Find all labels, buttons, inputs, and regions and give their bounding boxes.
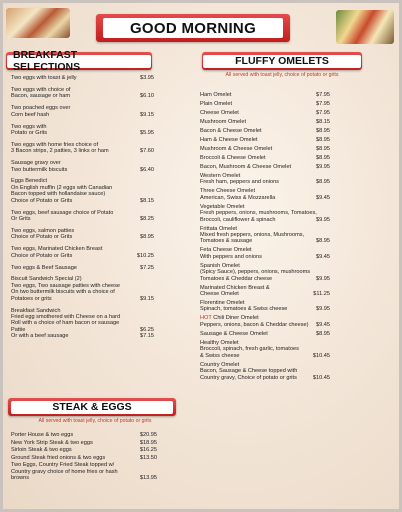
item-name: Feta Cheese Omelet (200, 247, 252, 254)
item-description: & Swiss cheese (200, 352, 240, 359)
menu-item (11, 124, 154, 137)
menu-item (11, 87, 154, 100)
menu-item (200, 110, 330, 116)
menu-item (200, 146, 330, 152)
item-name: Two eggs with (11, 123, 47, 130)
item-price: $8.95 (316, 238, 330, 245)
item-name: Two eggs, salmon patties (11, 227, 75, 234)
item-description: Potatoes or grits (11, 295, 52, 302)
item-price: $9.45 (316, 194, 330, 201)
item-name: Plain Omelet (200, 101, 233, 107)
omelets-heading: FLUFFY OMELETS (203, 55, 361, 68)
omelets-banner (202, 52, 362, 70)
item-price: $8.25 (140, 216, 154, 222)
item-price: $5.95 (140, 129, 154, 136)
item-description: Two eggs, Two sausage patties with cheese (11, 282, 121, 289)
menu-item (11, 462, 157, 481)
menu-item (11, 455, 157, 461)
menu-item (11, 246, 154, 259)
item-price: $11.25 (313, 291, 330, 298)
item-price: $9.95 (316, 306, 330, 313)
item-name: Spanish Omelet (200, 262, 240, 269)
item-name: Two eggs with toast & jelly (11, 75, 77, 81)
menu-item (11, 440, 157, 446)
item-name: Bacon & Cheese Omelet (200, 128, 262, 134)
item-description: Or with a beef sausage (11, 333, 69, 340)
menu-item (200, 331, 330, 337)
item-description: Mixed fresh peppers, onions, Mushrooms, (200, 232, 305, 239)
item-price: $8.95 (316, 179, 330, 186)
menu-item (200, 362, 330, 381)
item-description: 3 Bacon strips, 2 patties, 3 links or ham (11, 148, 109, 155)
item-description: Spinach, tomatoes & Swiss cheese (200, 306, 288, 313)
item-price: $10.25 (136, 252, 154, 259)
item-price: $8.95 (316, 137, 330, 143)
item-description: Fried egg smothered with Cheese on a hard (11, 313, 121, 320)
item-name: Broccoli & Cheese Omelet (200, 155, 266, 161)
menu-item (200, 226, 330, 245)
menu-item (11, 75, 154, 81)
item-description: browns (11, 475, 30, 482)
item-description: Tomatoes & Cheddar cheese (200, 275, 273, 282)
item-description: Choice of Potato or Grits (11, 252, 73, 259)
item-description: Bacon, sausage or ham (11, 93, 71, 100)
item-description: Country gravy choice of home fries or hash (11, 468, 118, 475)
item-price: $8.95 (316, 146, 330, 152)
item-name: Marinated Chicken Breast & (200, 284, 270, 291)
item-description: Bacon, Sausage & Cheese topped with (200, 368, 298, 375)
item-price: $10.45 (312, 374, 330, 381)
menu-item (200, 188, 330, 201)
steak-banner (8, 398, 176, 416)
item-name: Two eggs, beef sausage choice of Potato (11, 209, 114, 216)
menu-item (200, 164, 330, 170)
item-price: $13.50 (139, 454, 157, 461)
item-price: $6.25 (140, 326, 154, 333)
item-name: Vegetable Omelet (200, 203, 245, 210)
item-name: Ground Steak fried onions & two eggs (11, 454, 106, 461)
item-price: $6.10 (140, 93, 154, 100)
menu-item (11, 142, 154, 155)
item-price: $9.95 (316, 216, 330, 223)
menu-item (200, 300, 330, 313)
title-banner (96, 14, 290, 42)
item-price: $8.95 (316, 330, 330, 337)
item-description: Pattie (11, 326, 26, 333)
item-name: Ham & Cheese Omelet (200, 137, 258, 143)
menu-item (11, 447, 157, 453)
item-price: $8.95 (316, 128, 330, 134)
item-price: $3.95 (140, 75, 154, 81)
breakfast-list (11, 75, 154, 345)
menu-item (11, 265, 154, 271)
item-price: $8.95 (316, 155, 330, 161)
item-name: Healthy Omelet (200, 339, 239, 346)
menu-item (200, 92, 330, 98)
item-description: Corn beef hash (11, 111, 50, 118)
item-description: On English muffin (2 eggs with Canadian (11, 184, 113, 191)
breakfast-banner (6, 49, 152, 73)
item-name: Ham Omelet (200, 92, 232, 98)
omelets-note: All served with toast jelly, choice of potato or grits (225, 72, 339, 78)
menu-item (11, 276, 154, 302)
item-price: $8.95 (140, 234, 154, 241)
item-description: Country gravy, Choice of potato or grits (200, 374, 297, 381)
item-price: $7.95 (316, 92, 330, 98)
item-description: Or Grits (11, 216, 31, 222)
menu-item (200, 247, 330, 260)
item-price: $20.95 (139, 432, 157, 438)
menu-item (200, 173, 330, 186)
item-name: New York Strip Steak & two eggs (11, 439, 93, 446)
item-price: $9.45 (316, 253, 330, 260)
item-name: Sausage gravy over (11, 160, 61, 167)
menu-item (200, 128, 330, 134)
item-description: Peppers, onions, bacon & Cheddar cheese) (200, 321, 309, 328)
item-name: Two eggs with choice of (11, 86, 71, 93)
item-name: Country Omelet (200, 361, 240, 368)
menu-item (200, 340, 330, 359)
menu-item (200, 204, 330, 223)
item-name: Bacon, Mushroom & Cheese Omelet (200, 164, 292, 170)
item-description: Fresh ham, peppers and onions (200, 179, 279, 186)
steak-list (11, 432, 157, 483)
item-price: $9.15 (140, 111, 154, 118)
item-description: Potato or Grits (11, 129, 48, 136)
item-price: $7.95 (316, 101, 330, 107)
item-price: $7.60 (140, 148, 154, 155)
item-name: Two poached eggs over (11, 105, 71, 112)
item-name: Two eggs with home fries choice of (11, 141, 99, 148)
menu-item (200, 285, 330, 298)
item-price: $10.45 (312, 352, 330, 359)
item-price: $9.15 (140, 295, 154, 302)
item-price: $9.95 (316, 275, 330, 282)
item-name: Western Omelet (200, 173, 241, 179)
omelet-plate-photo (336, 10, 394, 44)
item-description: On two buttermilk biscuits with a choice of (11, 289, 115, 296)
item-price: $9.95 (316, 164, 330, 170)
menu-item (11, 178, 154, 204)
item-description: Choice of Potato or Grits (11, 197, 73, 204)
steak-note: All served with toast jelly, choice of potato or grits (38, 418, 152, 424)
item-description: With peppers and onions (200, 253, 262, 260)
menu-item (11, 308, 154, 340)
item-name: Cheese Omelet (200, 110, 239, 116)
menu-item (200, 263, 330, 282)
item-price: $8.15 (316, 119, 330, 125)
item-description: Two buttermilk biscuits (11, 166, 68, 173)
omelets-list (200, 92, 330, 384)
item-name: Two Eggs, Country Fried Steak topped w/ (11, 462, 115, 469)
item-name: Eggs Benedict (11, 178, 48, 185)
item-price: $7.25 (140, 264, 154, 271)
item-name: Two eggs, Marinated Chicken Breast (11, 246, 103, 253)
menu-item (11, 228, 154, 241)
item-name: Sirloin Steak & two eggs (11, 447, 72, 454)
item-price: $9.45 (316, 321, 330, 328)
item-price: $7.95 (316, 110, 330, 116)
item-price: $7.15 (140, 333, 154, 340)
item-price: $6.40 (140, 166, 154, 173)
item-name: Sausage & Cheese Omelet (200, 330, 268, 337)
item-price: $8.15 (140, 197, 154, 204)
menu-item (200, 315, 330, 328)
menu-item (11, 210, 154, 223)
item-name: Two eggs & Beef Sausage (11, 264, 77, 271)
item-description: Fresh peppers, onions, mushrooms, Tomatoes, (200, 210, 317, 217)
item-description: Bacon topped with hollandaise sauce) (11, 191, 106, 198)
item-name: Porter House & two eggs (11, 432, 74, 438)
menu-item (200, 101, 330, 107)
item-name: Biscuit Sandwich Special (2) (11, 276, 82, 283)
item-price: $18.95 (139, 439, 157, 446)
item-name: Frittata Omelet (200, 225, 237, 232)
item-description: Broccoli, cauliflower & spinach (200, 216, 276, 223)
item-name: HOT Chili Diner Omelet (200, 315, 259, 322)
item-description: Broccoli, spinach, fresh garlic, tomatoes (200, 346, 299, 353)
item-description: Cheese Omelet (200, 291, 239, 298)
item-description: Roll with a choice of ham bacon or sausage (11, 320, 120, 327)
item-name: Florentine Omelet (200, 300, 245, 307)
steak-heading: STEAK & EGGS (11, 401, 173, 414)
item-name: Mushroom Omelet (200, 119, 247, 125)
menu-item (11, 105, 154, 118)
menu-item (200, 155, 330, 161)
item-description: Tomatoes & sausage (200, 238, 253, 245)
breakfast-plate-photo (6, 8, 70, 38)
item-name: Mushroom & Cheese Omelet (200, 146, 273, 152)
menu-item (200, 119, 330, 125)
item-price: $16.25 (139, 447, 157, 454)
item-price: $13.95 (139, 475, 157, 482)
menu-item (11, 160, 154, 173)
item-name: Breakfast Sandwich (11, 307, 61, 314)
item-name: Three Cheese Omelet (200, 188, 256, 195)
breakfast-heading: BREAKFAST SELECTIONS (7, 55, 151, 68)
menu-item (200, 137, 330, 143)
item-description: (Spicy Sauce), peppers, onions, mushrooms (200, 269, 311, 276)
item-description: American, Swiss & Mozzarella (200, 194, 276, 201)
item-description: Choice of Potato or Grits (11, 234, 73, 241)
menu-item (11, 432, 157, 438)
page-title: GOOD MORNING (103, 18, 283, 38)
